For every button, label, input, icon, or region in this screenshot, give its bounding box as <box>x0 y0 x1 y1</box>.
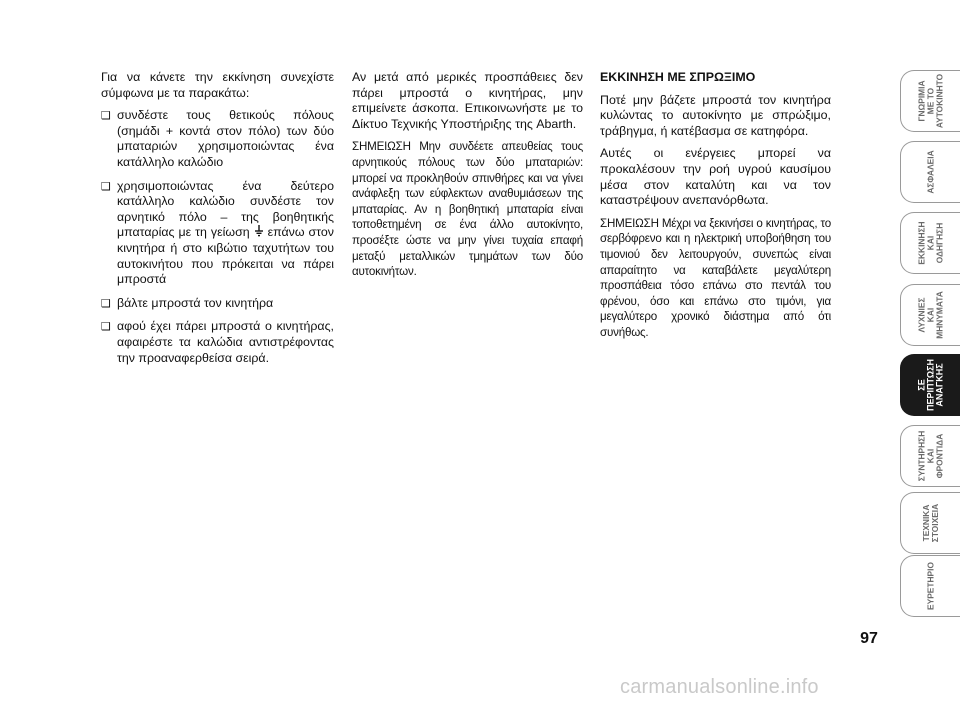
step-connect-positive: ❑ συνδέστε τους θετικούς πόλους (σημάδι + κοντά στον πόλο) των δύο μπαταριών χρησιμοποιώντας ένα κατάλληλο καλώδιο <box>101 108 334 170</box>
push-start-warning: Ποτέ μην βάζετε μπροστά τον κινητήρα κυλώντας το αυτοκίνητο με σπρώξιμο, τράβηγμα, ή κατέβασμα σε κατηφόρα. <box>600 92 831 138</box>
step-remove-cables: ❑ αφού έχει πάρει μπροστά ο κινητήρας, αφαιρέστε τα καλώδια αντιστρέφοντας την προαναφερθείσα σειρά. <box>101 319 334 366</box>
tab-index[interactable] <box>900 555 960 617</box>
tab-label: ΣΕ ΠΕΡΙΠΤΩΣΗ ΑΝΑΓΚΗΣ <box>916 359 945 411</box>
intro-text: Για να κάνετε την εκκίνηση συνεχίστε σύμφωνα με τα παρακάτω: <box>101 70 334 100</box>
tab-getting-to-know-car[interactable] <box>900 70 960 132</box>
tab-label: ΕΚΚΙΝΗΣΗ ΚΑΙ ΟΔΗΓΗΣΗ <box>916 221 945 265</box>
column-jump-start-steps <box>101 70 334 374</box>
column-push-start <box>600 70 831 348</box>
tab-maintenance[interactable] <box>900 425 960 487</box>
ground-icon <box>254 225 264 237</box>
tab-warning-lights[interactable] <box>900 284 960 346</box>
step-start-engine: ❑ βάλτε μπροστά τον κινητήρα <box>101 296 334 312</box>
tab-in-emergency[interactable] <box>900 354 960 416</box>
brake-steering-note: ΣΗΜΕΙΩΣΗ Μέχρι να ξεκινήσει ο κινητήρας, το σερβόφρενο και η ηλεκτρική υποβοήθηση του τιμονιού δεν λειτουργούν, συνεπώς είναι απαραίτητο να καταβάλετε μεγαλύτερη προσπάθεια τόσο επάνω στο πεντάλ του φρένου, όσο και επάνω στο τιμόνι, για μεγαλύτερο χρονικό διάστημα από ότι συνήθως. <box>600 216 831 339</box>
catalyst-warning: Αυτές οι ενέργειες μπορεί να προκαλέσουν την ροή υγρού καυσίμου μέσα στον καταλύτη και να τον καταστρέψουν ανεπανόρθωτα. <box>600 146 831 208</box>
page-number: 97 <box>860 630 878 647</box>
tab-starting-driving[interactable] <box>900 212 960 274</box>
battery-note-text: ΣΗΜΕΙΩΣΗ Μην συνδέετε απευθείας τους αρνητικούς πόλους των δύο μπαταριών: μπορεί να προκληθούν σπινθήρες και να γίνει ανάφλεξη των εύφλεκτων αναθυμιάσεων της μπαταρίας. Αν η βοηθητική μπαταρία είναι τοποθετημένη σε ένα άλλο αυτοκίνητο, προσέξτε ώστε να μην γίνει τυχαία επαφή μεταξύ μεταλλικών τμημάτων των δύο αυτοκινήτων. <box>352 140 583 279</box>
tab-label: ΕΥΡΕΤΗΡΙΟ <box>925 562 936 610</box>
retry-advice-text: Αν μετά από μερικές προσπάθειες δεν πάρει μπροστά ο κινητήρας, μην επιμείνετε άσκοπα. Επικοινωνήστε με το Δίκτυο Τεχνικής Υποστήριξης της Abarth. <box>352 70 583 131</box>
tab-label: ΑΣΦΑΛΕΙΑ <box>925 150 936 194</box>
tab-safety[interactable] <box>900 141 960 203</box>
tab-label: ΤΕΧΝΙΚΑ ΣΤΟΙΧΕΙΑ <box>921 503 940 543</box>
tab-label: ΣΥΝΤΗΡΗΣΗ ΚΑΙ ΦΡΟΝΤΙΔΑ <box>916 430 945 482</box>
step-connect-negative <box>101 179 334 288</box>
tab-technical-data[interactable] <box>900 492 960 554</box>
column-warnings <box>352 70 583 287</box>
tab-label: ΛΥΧΝΙΕΣ ΚΑΙ ΜΗΝΥΜΑΤΑ <box>916 291 945 339</box>
section-heading: ΕΚΚΙΝΗΣΗ ΜΕ ΣΠΡΩΞΙΜΟ <box>600 70 756 84</box>
tab-label: ΓΝΩΡΙΜΙΑ ΜΕ ΤΟ ΑΥΤΟΚΙΝΗΤΟ <box>916 73 945 129</box>
step-connect-negative-text: χρησιμοποιώντας ένα δεύτερο κατάλληλο καλώδιο συνδέστε τον αρνητικό πόλο – της βοηθητικής μπαταρίας με τη γείωση <box>117 178 334 240</box>
watermark: carmanualsonline.info <box>620 676 819 698</box>
step-connect-negative-tail: επάνω στον κινητήρα ή στο κιβώτιο ταχυτήτων του αυτοκινήτου που πρόκειται να πάρει μπροστά <box>117 225 334 287</box>
